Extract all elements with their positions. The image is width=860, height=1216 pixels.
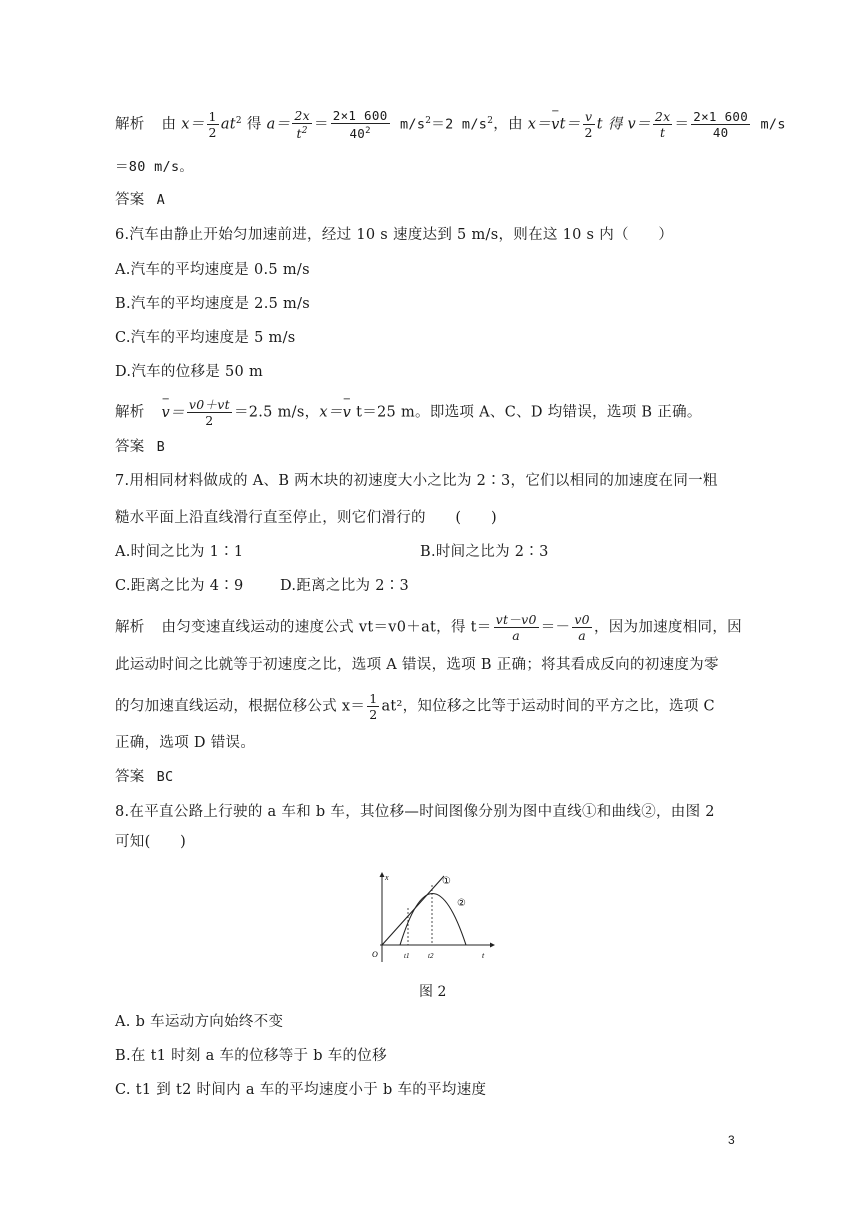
origin-label: O	[372, 950, 378, 959]
fraction: $\frac{vt-v0}{a}$	[495, 612, 537, 643]
solution-5-line-1: 解析 由 x＝ $\frac{1}{2}$ $at^2$ 得 a＝ $\frac{2x}{t^2}$ ＝ $\frac{2\times 1 600}{40^2}$ $m/s^2=2$ $m/s^2$，由 x＝− vt＝ $\frac{v}{2}$ t 得 v＝ $\frac{2x}{t}$ ＝ $\frac{2\times 1 600}{40}$ m/s	[115, 108, 786, 141]
solution-7-line-4: 正确，选项 D 错误。	[115, 735, 256, 751]
question-7-option-b: B.时间之比为 2∶3	[420, 544, 549, 560]
fraction: $\frac{v0+vt}{2}$	[188, 397, 230, 428]
question-6-option-a: A.汽车的平均速度是 0.5 m/s	[115, 262, 310, 278]
question-7-stem-1: 7.用相同材料做成的 A、B 两木块的初速度大小之比为 2∶3，它们以相同的加速度在同一粗	[115, 473, 718, 489]
fraction: $\frac{2x}{t}$	[654, 109, 671, 141]
fraction: $\frac{1}{2}$	[208, 109, 217, 141]
fraction: $\frac{v}{2}$	[584, 109, 593, 141]
solution-7-line-1: 解析 由匀变速直线运动的速度公式 vt＝v0＋at，得 t＝ $\frac{vt-v0}{a}$ ＝－ $\frac{v0}{a}$ ，因为加速度相同，因	[115, 612, 742, 643]
math: x＝	[181, 116, 205, 133]
solution-6: 解析 − v＝ $\frac{v0+vt}{2}$ ＝2.5 m/s，x＝− v t＝25 m。即选项 A、C、D 均错误，选项 B 正确。	[115, 397, 702, 428]
question-8-option-a: A. b 车运动方向始终不变	[115, 1014, 284, 1030]
page-number: 3	[728, 1133, 735, 1147]
answer-5: 答案 A	[115, 192, 166, 208]
question-7-option-d: D.距离之比为 2∶3	[280, 578, 410, 594]
curve-2-label: ②	[457, 898, 466, 909]
question-8-stem-2: 可知( )	[115, 834, 187, 850]
solution-7-line-2: 此运动时间之比就等于初速度之比，选项 A 错误，选项 B 正确；将其看成反向的初速度为零	[115, 657, 719, 673]
question-6-option-c: C.汽车的平均速度是 5 m/s	[115, 330, 296, 346]
question-7-option-a: A.时间之比为 1∶1	[115, 544, 244, 560]
xt-graph-figure	[370, 872, 495, 964]
question-8-option-c: C. t1 到 t2 时间内 a 车的平均速度小于 b 车的平均速度	[115, 1082, 487, 1098]
t2-label: t2	[428, 952, 434, 960]
t1-label: t1	[404, 952, 410, 960]
x-axis-arrow	[380, 872, 385, 877]
solution-7-line-3: 的匀加速直线运动，根据位移公式 x＝ $\frac{1}{2}$ at²，知位移之比等于运动时间的平方之比，选项 C	[115, 691, 715, 722]
question-6-stem: 6.汽车由静止开始匀加速前进，经过 10 s 速度达到 5 m/s，则在这 10 s 内（ ）	[115, 227, 674, 243]
solution-5-line-2: ＝80 m/s。	[115, 159, 194, 175]
t-axis-arrow	[490, 943, 495, 948]
x-axis-label: x	[385, 873, 389, 882]
fraction: $\frac{v0}{a}$	[574, 612, 590, 643]
question-6-option-d: D.汽车的位移是 50 m	[115, 364, 264, 380]
line-1	[382, 876, 444, 945]
line-1-label: ①	[442, 876, 451, 887]
solution-label: 解析	[115, 116, 145, 133]
question-7-option-c: C.距离之比为 4∶9	[115, 578, 244, 594]
t-axis-label: t	[482, 951, 485, 960]
figure-caption: 图 2	[419, 984, 447, 1000]
fraction: $\frac{1}{2}$	[369, 691, 378, 722]
question-8-stem-1: 8.在平直公路上行驶的 a 车和 b 车，其位移—时间图像分别为图中直线①和曲线②，由图 2	[115, 804, 715, 820]
fraction: $\frac{2\times 1 600}{40}$	[693, 109, 749, 141]
question-6-option-b: B.汽车的平均速度是 2.5 m/s	[115, 296, 311, 312]
question-8-option-b: B.在 t1 时刻 a 车的位移等于 b 车的位移	[115, 1048, 387, 1064]
answer-7: 答案 BC	[115, 769, 174, 785]
text: 由	[161, 116, 177, 133]
answer-6: 答案 B	[115, 439, 166, 455]
math: at	[220, 116, 236, 133]
fraction: $\frac{2\times 1 600}{40^2}$	[332, 108, 388, 142]
fraction: $\frac{2x}{t^2}$	[294, 108, 310, 142]
text: 得	[246, 116, 262, 133]
math: a＝	[266, 116, 291, 133]
question-7-stem-2: 糙水平面上沿直线滑行直至停止，则它们滑行的 ( )	[115, 510, 497, 526]
